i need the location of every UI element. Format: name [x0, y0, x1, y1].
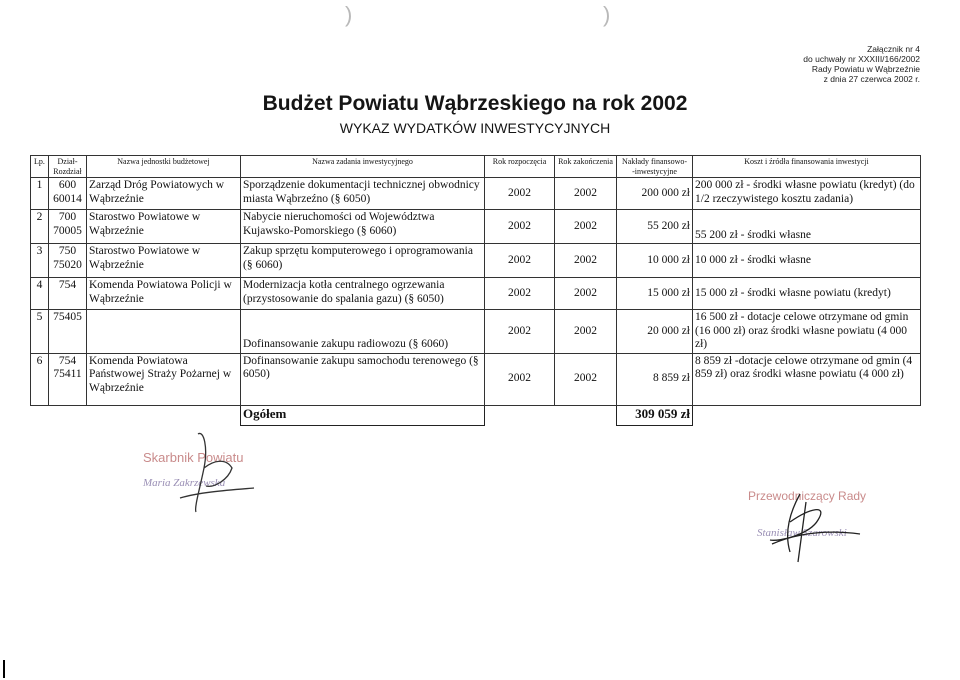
row-outlay: 8 859 zł [617, 353, 693, 405]
row-unit: Starostwo Powiatowe w Wąbrzeźnie [87, 210, 241, 244]
header-outlay: Nakłady finansowo- -inwestycyjne [617, 156, 693, 178]
chairman-stamp: Przewodniczący Rady [748, 489, 867, 503]
row-outlay: 20 000 zł [617, 310, 693, 354]
row-outlay: 15 000 zł [617, 278, 693, 310]
header-start-year: Rok rozpoczęcia [485, 156, 555, 178]
table-row [31, 178, 921, 210]
row-unit: Starostwo Powiatowe w Wąbrzeźnie [87, 244, 241, 278]
total-value: 309 059 zł [617, 405, 693, 425]
row-sources: 10 000 zł - środki własne [693, 244, 921, 278]
row-dzial: 754 [49, 278, 87, 310]
header-end-year: Rok zakończenia [555, 156, 617, 178]
edge-mark [3, 660, 5, 678]
row-dzial: 600 60014 [49, 178, 87, 210]
row-start-year: 2002 [485, 310, 555, 354]
row-end-year: 2002 [555, 310, 617, 354]
investment-table [30, 155, 921, 426]
row-outlay: 10 000 zł [617, 244, 693, 278]
row-lp: 5 [31, 310, 49, 354]
chairman-name: Stanisław Szarowski [757, 527, 847, 539]
punch-hole-mark: ) [603, 2, 611, 27]
table-row [31, 353, 921, 405]
header-unit: Nazwa jednostki budżetowej [87, 156, 241, 178]
table-row [31, 278, 921, 310]
total-label: Ogółem [241, 405, 485, 425]
attachment-note [803, 44, 920, 84]
row-end-year: 2002 [555, 210, 617, 244]
row-end-year: 2002 [555, 244, 617, 278]
row-end-year: 2002 [555, 353, 617, 405]
row-task: Zakup sprzętu komputerowego i oprogramowania (§ 6060) [241, 244, 485, 278]
row-lp: 1 [31, 178, 49, 210]
row-sources: 16 500 zł - dotacje celowe otrzymane od gmin (16 000 zł) oraz środki własne powiatu (4 000 zł) [693, 310, 921, 354]
table-header-row [31, 156, 921, 178]
row-unit: Zarząd Dróg Powiatowych w Wąbrzeźnie [87, 178, 241, 210]
row-task: Modernizacja kotła centralnego ogrzewania (przystosowanie do spalania gazu) (§ 6050) [241, 278, 485, 310]
treasurer-stamp: Skarbnik Powiatu [143, 450, 244, 465]
chairman-signature [760, 482, 880, 572]
row-dzial: 75405 [49, 310, 87, 354]
treasurer-name: Maria Zakrzewska [143, 477, 226, 489]
row-lp: 6 [31, 353, 49, 405]
row-outlay: 55 200 zł [617, 210, 693, 244]
row-sources: 15 000 zł - środki własne powiatu (kredyt) [693, 278, 921, 310]
row-start-year: 2002 [485, 353, 555, 405]
table-row [31, 210, 921, 244]
punch-hole-mark: ) [345, 2, 353, 27]
row-outlay: 200 000 zł [617, 178, 693, 210]
row-task: Sporządzenie dokumentacji technicznej obwodnicy miasta Wąbrzeźno (§ 6050) [241, 178, 485, 210]
table-row [31, 310, 921, 354]
row-start-year: 2002 [485, 278, 555, 310]
page-title: Budżet Powiatu Wąbrzeskiego na rok 2002 [262, 92, 688, 115]
row-end-year: 2002 [555, 178, 617, 210]
attachment-line: do uchwały nr XXXIII/166/2002 [803, 54, 920, 64]
total-row [31, 405, 921, 425]
header-lp: Lp. [31, 156, 49, 178]
row-unit: Komenda Powiatowa Policji w Wąbrzeźnie [87, 278, 241, 310]
row-task: Dofinansowanie zakupu radiowozu (§ 6060) [241, 310, 485, 354]
row-dzial: 750 75020 [49, 244, 87, 278]
row-start-year: 2002 [485, 244, 555, 278]
row-lp: 2 [31, 210, 49, 244]
row-sources: 55 200 zł - środki własne [693, 210, 921, 244]
row-lp: 4 [31, 278, 49, 310]
row-task: Dofinansowanie zakupu samochodu terenowego (§ 6050) [241, 353, 485, 405]
row-dzial: 700 70005 [49, 210, 87, 244]
attachment-line: Załącznik nr 4 [867, 44, 920, 54]
row-dzial: 754 75411 [49, 353, 87, 405]
row-lp: 3 [31, 244, 49, 278]
row-end-year: 2002 [555, 278, 617, 310]
attachment-line: z dnia 27 czerwca 2002 r. [823, 74, 920, 84]
row-task: Nabycie nieruchomości od Województwa Kujawsko-Pomorskiego (§ 6060) [241, 210, 485, 244]
header-task: Nazwa zadania inwestycyjnego [241, 156, 485, 178]
row-unit: Komenda Powiatowa Państwowej Straży Pożarnej w Wąbrzeźnie [87, 353, 241, 405]
row-start-year: 2002 [485, 178, 555, 210]
row-sources: 200 000 zł - środki własne powiatu (kredyt) (do 1/2 rzeczywistego kosztu zadania) [693, 178, 921, 210]
page-subtitle: WYKAZ WYDATKÓW INWESTYCYJNYCH [339, 120, 611, 136]
header-dzial: Dział- Rozdział [49, 156, 87, 178]
treasurer-signature [170, 428, 260, 518]
attachment-line: Rady Powiatu w Wąbrzeźnie [811, 64, 920, 74]
table-row [31, 244, 921, 278]
header-sources: Koszt i źródła finansowania inwestycji [693, 156, 921, 178]
row-sources: 8 859 zł -dotacje celowe otrzymane od gmin (4 859 zł) oraz środki własne powiatu (4 000 zł) [693, 353, 921, 405]
row-unit [87, 310, 241, 354]
row-start-year: 2002 [485, 210, 555, 244]
